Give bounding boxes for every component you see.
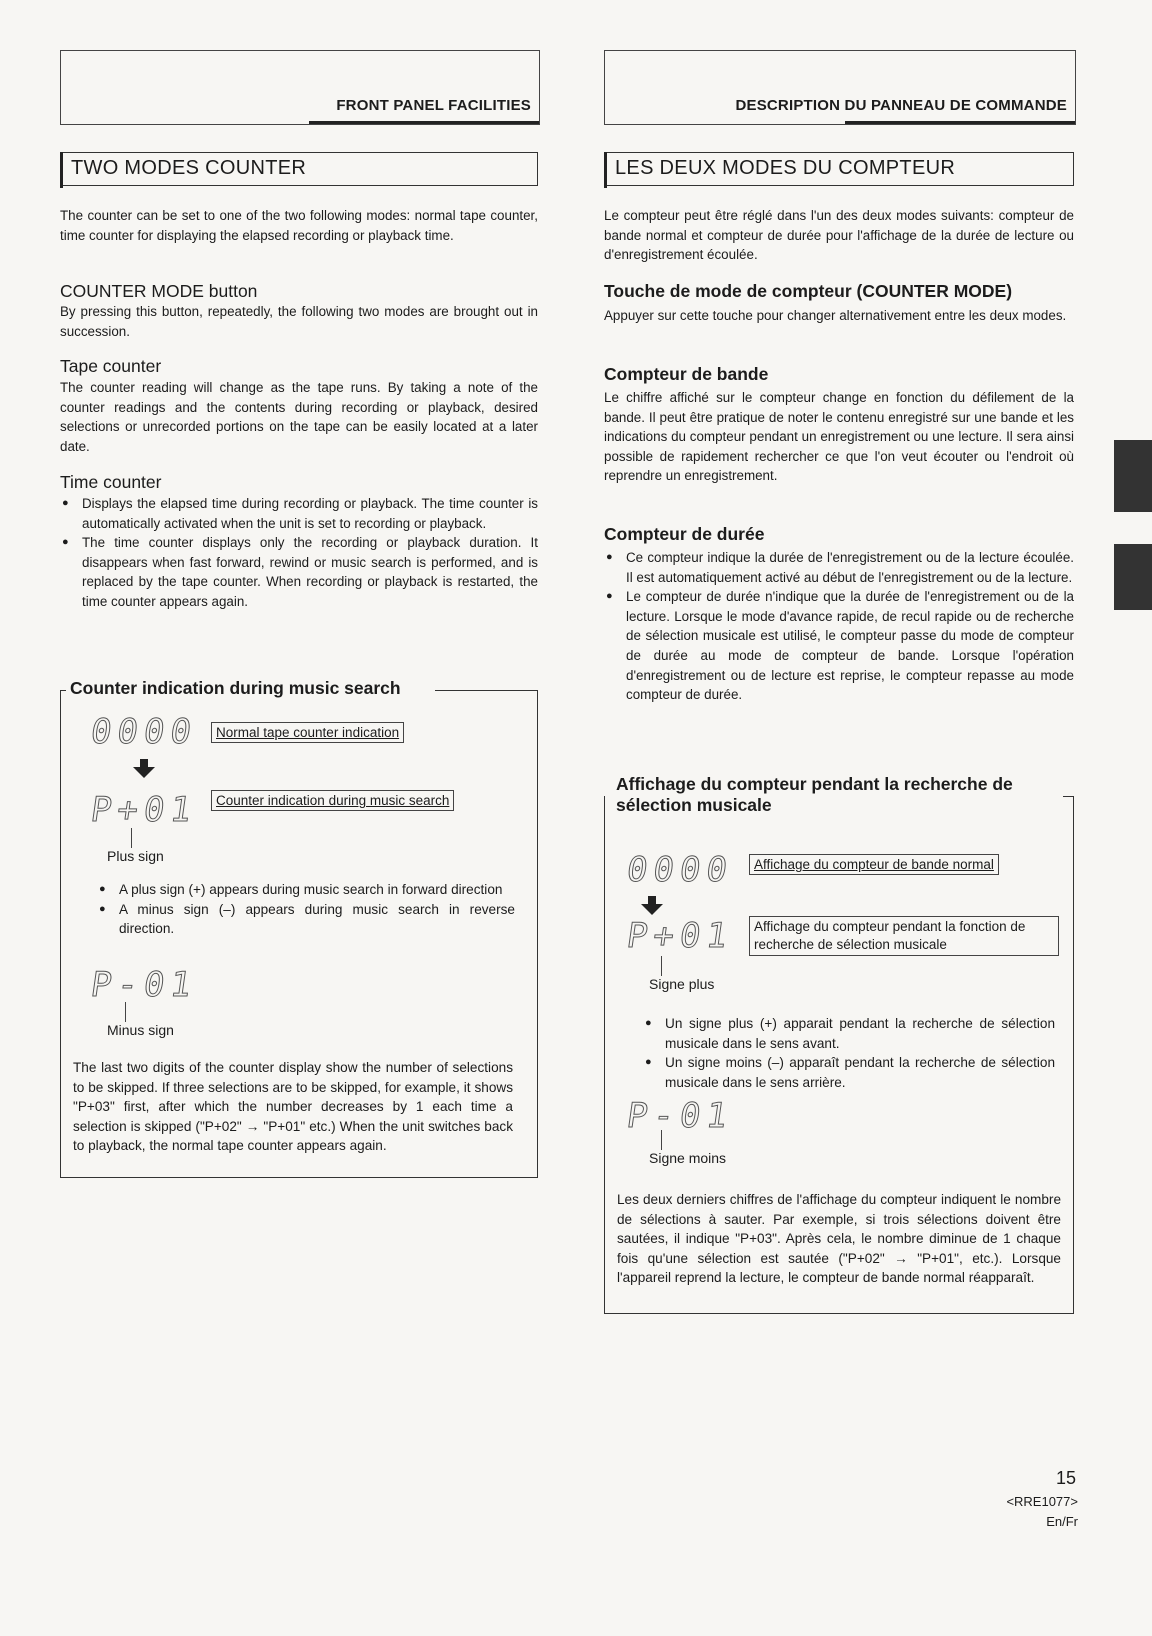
- time-counter-title: Compteur de durée: [604, 524, 765, 544]
- list-item: ● Un signe plus (+) apparait pendant la recherche de sélection musicale dans le sens avant.: [643, 1014, 1055, 1053]
- language-code: En/Fr: [1046, 1514, 1078, 1529]
- counter-display-normal: 0000: [88, 712, 200, 752]
- mode-button-title: COUNTER MODE button: [60, 281, 258, 301]
- list-item: ● Ce compteur indique la durée de l'enregistrement ou de la lecture écoulée. Il est automatiquement activé au début de l'enregistrement ou de la lecture.: [604, 548, 1074, 587]
- down-arrow-icon: [641, 904, 663, 915]
- counter-display-plus: P+01: [88, 790, 200, 830]
- plus-pointer: [131, 828, 132, 848]
- panel-title: Counter indication during music search: [66, 678, 405, 699]
- counter-display-normal: 0000: [624, 850, 736, 890]
- header-rule: [845, 121, 1075, 124]
- divider: [1063, 796, 1073, 797]
- panel-footer-text: The last two digits of the counter display show the number of selections to be skipped. If three selections are to be skipped, for example, it shows "P+03" first, after which the number decreases by 1 each time a selection is skipped ("P+02" → "P+01" etc.) When the unit switches back to playback, the normal tape counter appears again.: [73, 1060, 513, 1154]
- down-arrow-icon: [133, 767, 155, 778]
- music-search-label: Counter indication during music search: [211, 790, 454, 811]
- intro-text: Le compteur peut être réglé dans l'un des deux modes suivants: compteur de bande normal et compteur de durée pour l'affichage de la durée de lecture ou d'enregistrement écoulée.: [604, 208, 1074, 263]
- section-header: DESCRIPTION DU PANNEAU DE COMMANDE: [735, 97, 1067, 114]
- list-item: ● The time counter displays only the recording or playback duration. It disappears when fast forward, rewind or music search is performed, and is replaced by the tape counter. When recording or playback is restarted, the time counter appears again.: [60, 533, 538, 611]
- section-title: LES DEUX MODES DU COMPTEUR: [604, 152, 1074, 186]
- document-code: <RRE1077>: [1006, 1494, 1078, 1509]
- plus-sign-label: Plus sign: [107, 848, 164, 864]
- plus-sign-label: Signe plus: [649, 976, 715, 992]
- list-item: ● A plus sign (+) appears during music search in forward direction: [97, 880, 515, 900]
- counter-display-plus: P+01: [624, 916, 736, 956]
- minus-sign-label: Signe moins: [649, 1150, 727, 1166]
- header-rule: [309, 121, 539, 124]
- time-counter-list: [604, 548, 1074, 705]
- mode-button-title: Touche de mode de compteur (COUNTER MODE): [604, 281, 1013, 301]
- normal-counter-label: Normal tape counter indication: [211, 722, 404, 743]
- tape-counter-text: Le chiffre affiché sur le compteur change en fonction du défilement de la bande. Il peut être pratique de noter le contenu enregistré sur une bande et les indications du compteur pendant un enregistrement ou une lecture. Il sera ainsi possible de rapidement rechercher ce que l'on veut écouter ou l'endroit où reprendre un enregistrement.: [604, 390, 1074, 484]
- counter-display-minus: P-01: [624, 1096, 736, 1136]
- header-box: [604, 50, 1076, 125]
- mode-button-text: Appuyer sur cette touche pour changer alternativement entre les deux modes.: [604, 308, 1067, 323]
- tape-counter-title: Tape counter: [60, 356, 162, 376]
- list-item: ● A minus sign (–) appears during music search in reverse direction.: [97, 900, 515, 939]
- plus-pointer: [661, 956, 662, 976]
- tape-counter-title: Compteur de bande: [604, 364, 769, 384]
- panel-title-line: sélection musicale: [616, 795, 772, 815]
- intro-text: The counter can be set to one of the two following modes: normal tape counter, time counter for displaying the elapsed recording or playback time.: [60, 208, 538, 243]
- divider: [435, 690, 537, 691]
- list-item: ● Displays the elapsed time during recording or playback. The time counter is automatically activated when the unit is set to recording or playback.: [60, 494, 538, 533]
- minus-pointer: [661, 1130, 662, 1150]
- time-counter-title: Time counter: [60, 472, 162, 492]
- language-tab-marker: [1114, 544, 1152, 610]
- section-header: FRONT PANEL FACILITIES: [336, 97, 531, 114]
- sign-bullets: [643, 1014, 1055, 1092]
- header-box: [60, 50, 540, 125]
- panel-title-line: Affichage du compteur pendant la recherche de: [616, 774, 1013, 794]
- music-search-panel: [60, 690, 538, 1178]
- music-search-label: Affichage du compteur pendant la fonction de recherche de sélection musicale: [749, 916, 1059, 956]
- time-counter-list: [60, 494, 538, 612]
- minus-sign-label: Minus sign: [107, 1022, 174, 1038]
- list-item: ● Un signe moins (–) apparaît pendant la recherche de sélection musicale dans le sens arrière.: [643, 1053, 1055, 1092]
- panel-title: [612, 774, 1017, 816]
- music-search-panel: [604, 796, 1074, 1314]
- minus-pointer: [125, 1002, 126, 1022]
- section-title: TWO MODES COUNTER: [60, 152, 538, 186]
- tape-counter-text: The counter reading will change as the tape runs. By taking a note of the counter readings and the contents during recording or playback, desired selections or unrecorded portions on the tape can be easily located at a later date.: [60, 380, 538, 454]
- panel-footer-text: Les deux derniers chiffres de l'affichage du compteur indiquent le nombre de sélections à sauter. Par exemple, si trois sélections doivent être sautées, il indique "P+03". Après cela, le nombre diminue de 1 chaque fois qu'une sélection est sautée ("P+02" → "P+01", etc.). Lorsque l'appareil reprend la lecture, le compteur de bande normal réapparaît.: [617, 1192, 1061, 1286]
- sign-bullets: [97, 880, 515, 939]
- list-item: ● Le compteur de durée n'indique que la durée de l'enregistrement ou de la lecture. Lorsque le mode d'avance rapide, de recul rapide ou de recherche de sélection musicale est utilisé, le compteur passe du mode de compteur de durée au mode de compteur de bande. Lorsque l'opération d'enregistrement ou de lecture est reprise, le compteur repasse au mode compteur de durée.: [604, 587, 1074, 705]
- normal-counter-label: Affichage du compteur de bande normal: [749, 854, 999, 875]
- counter-display-minus: P-01: [88, 965, 200, 1005]
- language-tab-marker: [1114, 440, 1152, 512]
- page-number: 15: [1055, 1468, 1076, 1488]
- mode-button-text: By pressing this button, repeatedly, the following two modes are brought out in succession.: [60, 304, 538, 339]
